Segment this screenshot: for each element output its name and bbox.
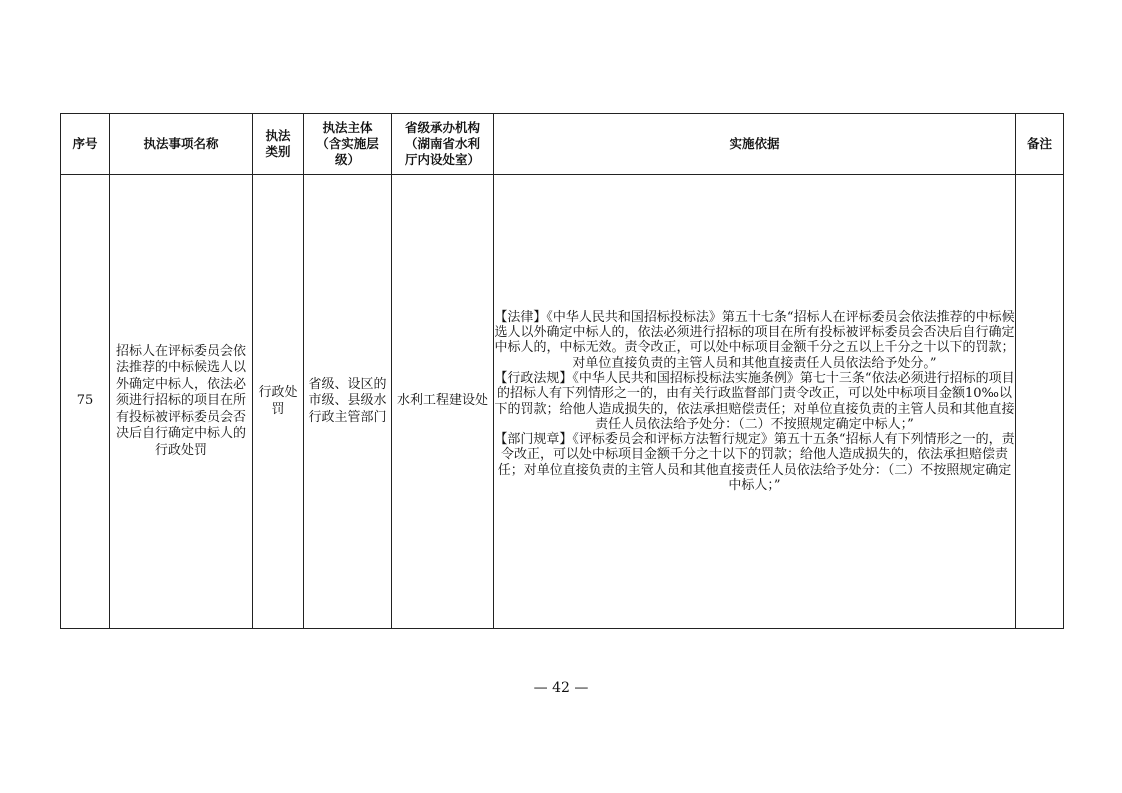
cell-subject: 省级、设区的市级、县级水行政主管部门 <box>304 175 392 629</box>
page-number: — 42 — <box>533 680 589 696</box>
enforcement-table <box>60 113 1064 629</box>
header-basis: 实施依据 <box>494 114 1016 175</box>
basis-rule: 【部门规章】《评标委员会和评标方法暂行规定》第五十五条“招标人有下列情形之一的，责令改正，可以处中标项目金额千分之十以下的罚款；给他人造成损失的，依法承担赔偿责任；对单位直接负责的主管人员和其他直接责任人员依法给予处分：（二）不按照规定确定中标人；” <box>494 432 1015 493</box>
header-remark: 备注 <box>1016 114 1064 175</box>
table-row <box>61 175 1064 629</box>
cell-basis <box>494 175 1016 629</box>
cell-seq: 75 <box>61 175 110 629</box>
header-subject: 执法主体 （含实施层 级） <box>304 114 392 175</box>
basis-regulation: 【行政法规】《中华人民共和国招标投标法实施条例》第七十三条“依法必须进行招标的项目的招标人有下列情形之一的，由有关行政监督部门责令改正，可以处中标项目金额10‰以下的罚款；给他人造成损失的，依法承担赔偿责任；对单位直接负责的主管人员和其他直接责任人员依法给予处分：（二）不按照规定确定中标人；” <box>494 370 1015 432</box>
cell-item-name: 招标人在评标委员会依法推荐的中标候选人以外确定中标人，依法必须进行招标的项目在所有投标被评标委员会否决后自行确定中标人的行政处罚 <box>110 175 253 629</box>
header-category: 执法 类别 <box>253 114 304 175</box>
cell-remark <box>1016 175 1064 629</box>
cell-category: 行政处罚 <box>253 175 304 629</box>
header-item-name: 执法事项名称 <box>110 114 253 175</box>
header-seq: 序号 <box>61 114 110 175</box>
cell-office: 水利工程建设处 <box>392 175 494 629</box>
basis-law: 【法律】《中华人民共和国招标投标法》第五十七条“招标人在评标委员会依法推荐的中标候选人以外确定中标人的，依法必须进行招标的项目在所有投标被评标委员会否决后自行确定中标人的，中标无效。责令改正，可以处中标项目金额千分之五以上千分之十以下的罚款；对单位直接负责的主管人员和其他直接责任人员依法给予处分。” <box>494 309 1015 371</box>
header-row <box>61 114 1064 175</box>
header-office: 省级承办机构 （湖南省水利 厅内设处室） <box>392 114 494 175</box>
